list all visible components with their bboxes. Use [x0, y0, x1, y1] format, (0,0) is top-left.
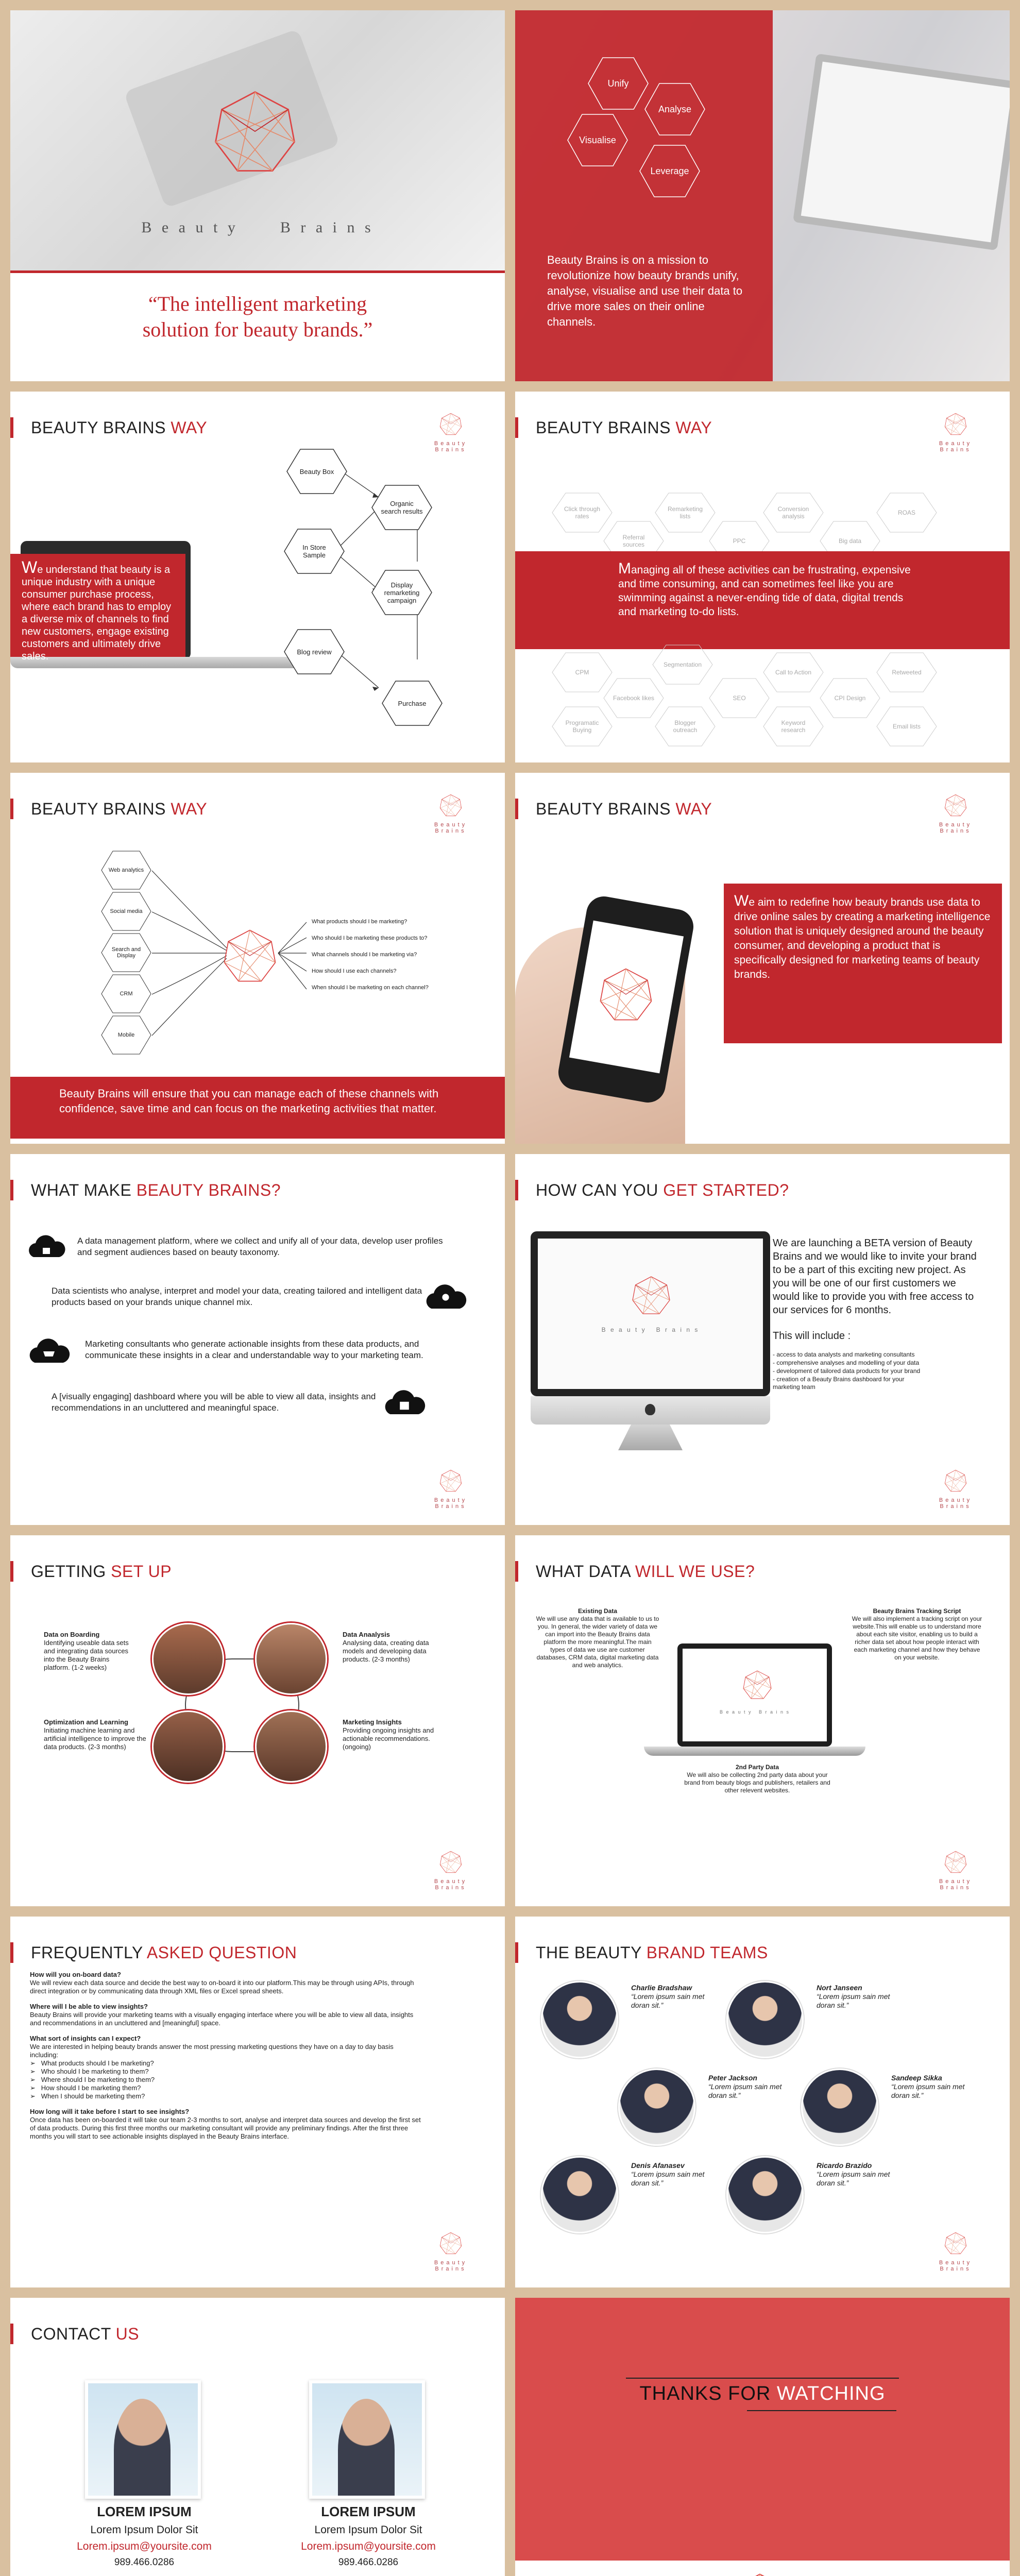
bg-hex: ROAS	[876, 492, 938, 533]
faq-list-item: ➢ How should I be marketing them?	[30, 2084, 141, 2092]
faq-list-item: ➢ Where should I be marketing to them?	[30, 2076, 155, 2083]
bg-hex: Referral sources	[603, 520, 665, 562]
brand-mark: Beauty Brains	[922, 2231, 989, 2272]
bg-hex: CPM	[551, 652, 613, 693]
hex-leverage: Leverage	[639, 144, 701, 198]
what-make-item-4: A [visually engaging] dashboard where you will be able to view all data, insights and recommendations in an uncluttered and meaningful space.	[52, 1392, 376, 1413]
slide-get-started	[515, 1154, 1010, 1525]
second-party-data: 2nd Party Data We will also be collecting 2nd party data about your brand from beauty blogs and publishers, retailers and other relevent websites.	[684, 1764, 830, 1794]
bg-hex: PPC	[708, 520, 770, 562]
laptop-display	[683, 1649, 827, 1741]
bg-hex: Keyword research	[762, 706, 824, 747]
setup-step-2: Data Anaalysis Analysing data, creating data models and developing data products. (2-3 months)	[343, 1631, 429, 1663]
channel-hex: Search and Display	[100, 933, 152, 973]
started-include: This will include :	[773, 1330, 851, 1342]
bg-hex: Conversion analysis	[762, 492, 824, 533]
slide-title: WHAT MAKE BEAUTY BRAINS?	[10, 1180, 281, 1200]
contact-person	[114, 2399, 171, 2499]
avatar	[541, 2156, 618, 2233]
question-1: What products should I be marketing?	[312, 919, 407, 925]
setup-step-1: Data on Boarding Identifying useable data sets and integrating data sources into the Beauty Brains platform. (1-2 weeks)	[44, 1631, 129, 1671]
slide-thanks	[515, 2298, 1010, 2576]
brain-logo-icon	[439, 1850, 463, 1874]
team-photo-circle	[152, 1710, 224, 1783]
cloud-person-icon	[422, 1280, 469, 1314]
brand-mark: Beauty Brains	[922, 1850, 989, 1891]
brand-mark: Beauty Brains	[417, 793, 484, 834]
way4-text-box: We aim to redefine how beauty brands use data to drive online sales by creating a marketing intelligence solution that is uniquely designed around the beauty consumer, and developing a product that is specifically designed for marketing teams of beauty brands.	[724, 884, 1002, 1043]
bg-hex: Segmentation	[652, 644, 713, 685]
question-4: How should I use each channels?	[312, 968, 397, 974]
faq-question: Where will I be able to view insights?	[30, 2003, 148, 2010]
member-3: Peter Jackson “Lorem ipsum sain met doran sit.”	[708, 2074, 782, 2099]
contact-person	[338, 2399, 395, 2499]
brand-mark: Beauty Brains	[417, 2231, 484, 2272]
faq-answer: We are interested in helping beauty brands answer the most pressing marketing questions they have on a day to day basis including:	[30, 2043, 394, 2059]
slide-what-make	[10, 1154, 505, 1525]
bg-hex: Retweeted	[876, 652, 938, 693]
imac-screen	[538, 1239, 763, 1389]
way3-banner: Beauty Brains will ensure that you can manage each of these channels with confidence, save time and can focus on the marketing activities that matter.	[10, 1077, 505, 1139]
imac-frame	[531, 1231, 770, 1396]
way1-text-box: We understand that beauty is a unique industry with a unique consumer purchase process, where each brand has to employ a diverse mix of channels to find new customers, engage existing customers and ultimately drive sales.	[10, 554, 185, 657]
tracking-script: Beauty Brains Tracking Script We will also implement a tracking script on your website.This will enable us to understand more about each site visitor, enabling us to build a richer data set about how people interact with each marketing channel and how they behave on your website.	[852, 1607, 982, 1661]
thanks-title: THANKS FOR WATCHING	[639, 2383, 886, 2404]
channel-hex: Mobile	[100, 1015, 152, 1055]
bg-hex: Remarketing lists	[654, 492, 716, 533]
question-3: What channels should I be marketing via?	[312, 952, 417, 958]
slide-faq	[10, 1917, 505, 2287]
started-text: We are launching a BETA version of Beauty Brains and we would like to invite your brand to be a part of this exciting new project. As you will be one of our first customers we would like to provide you with free access to our services for 6 months.	[773, 1238, 977, 1316]
brain-logo-icon	[944, 412, 967, 436]
slide-title: CONTACT US	[10, 2324, 139, 2344]
member-6: Ricardo Brazido “Lorem ipsum sain met doran sit.”	[817, 2161, 890, 2187]
faq-list-item: ➢ When I should be marketing them?	[30, 2092, 145, 2100]
channel-hex: Social media	[100, 891, 152, 931]
slide-title: THE BEAUTY BRAND TEAMS	[515, 1942, 768, 1963]
laptop-screen	[677, 1643, 832, 1747]
avatar	[541, 1981, 618, 2058]
brain-logo-icon	[944, 1469, 967, 1493]
brand-mark: Beauty Brains	[922, 412, 989, 453]
slide-cover	[10, 10, 505, 381]
slide-title: BEAUTY BRAINS WAY	[10, 417, 207, 438]
way2-text: Managing all of these activities can be frustrating, expensive and time consuming, and can sometimes feel like you are swimming against a never-ending tide of data, digital trends and marketing to-do lists.	[618, 560, 911, 618]
brain-logo-icon	[742, 1669, 773, 1700]
cloud-lock-icon	[26, 1231, 67, 1262]
started-bullet: - creation of a Beauty Brains dashboard for your marketing team	[773, 1376, 905, 1391]
faq-question: What sort of insights can I expect?	[30, 2035, 141, 2042]
slide-teams	[515, 1917, 1010, 2287]
avatar	[618, 2069, 695, 2146]
team-photo-circle	[255, 1710, 327, 1783]
brain-logo-icon	[726, 2571, 793, 2576]
contact-photo	[309, 2380, 425, 2499]
slide-way-2	[515, 392, 1010, 762]
started-bullet: - development of tailored data products for your brand	[773, 1367, 921, 1375]
existing-data: Existing Data We will use any data that is available to us to you. In general, the wider variety of data we can import into the Beauty Brains data platform the more meaningful.The main types of data we use are customer databases, CRM data, digital marketing data and web analytics.	[536, 1607, 659, 1669]
brand-mark: Beauty Brains	[417, 1850, 484, 1891]
faq-answer: We will review each data source and decide the best way to on-board it into our platform.This may be through using APIs, through direct integration or by communicating data through XML files or Excel spread sheets.	[30, 1979, 414, 1995]
bg-hex: Facebook likes	[603, 677, 665, 719]
brand-mark: Beauty Brains	[417, 412, 484, 453]
contact-card-1: LOREM IPSUM Lorem Ipsum Dolor Sit Lorem.ipsum@yoursite.com 989.466.0286	[77, 2504, 212, 2568]
faq-list-item: ➢ Who should I be marketing to them?	[30, 2067, 149, 2075]
started-bullet: - comprehensive analyses and modelling of your data	[773, 1359, 920, 1366]
faq-answer: Beauty Brains will provide your marketing teams with a visually engaging interface where you will be able to view all data, insights and recommendations in an uncluttered and [meaningful] space.	[30, 2011, 414, 2027]
slide-way-3	[10, 773, 505, 1144]
brain-logo-icon	[211, 88, 299, 175]
cloud-dashboard-icon	[381, 1386, 428, 1420]
member-2: Nort Janseen “Lorem ipsum sain met doran sit.”	[817, 1984, 890, 2009]
avatar	[726, 2156, 804, 2233]
slide-title: WHAT DATA WILL WE USE?	[515, 1561, 755, 1582]
hex-unify: Unify	[587, 57, 649, 110]
cover-divider	[10, 270, 505, 273]
faq-question: How will you on-board data?	[30, 1971, 121, 1978]
bg-hex: SEO	[708, 677, 770, 719]
slide-title: BEAUTY BRAINS WAY	[515, 799, 712, 819]
slide-title: BEAUTY BRAINS WAY	[10, 799, 207, 819]
mission-text: Beauty Brains is on a mission to revolutionize how beauty brands unify, analyse, visualise and use their data to drive more sales on their online channels.	[547, 253, 743, 328]
team-photo-circle	[152, 1623, 224, 1695]
avatar	[801, 2069, 878, 2146]
brain-logo-icon	[944, 1850, 967, 1874]
member-4: Sandeep Sikka “Lorem ipsum sain met doran sit.”	[891, 2074, 965, 2099]
flow-hex-2: Organic search results	[371, 484, 433, 531]
brain-logo-icon	[631, 1275, 672, 1316]
flow-hex-1: Beauty Box	[286, 448, 348, 495]
slide-contact	[10, 2298, 505, 2576]
bg-hex: Big data	[819, 520, 881, 562]
setup-step-3: Optimization and Learning Initiating machine learning and artificial intelligence to improve the data products. (2-3 months)	[44, 1718, 146, 1751]
brain-logo-icon	[222, 927, 278, 984]
slide-what-data	[515, 1535, 1010, 1906]
brand-mark: Beauty Brains	[922, 1469, 989, 1510]
cloud-cart-icon	[26, 1334, 72, 1368]
contact-photo	[85, 2380, 201, 2499]
what-make-item-1: A data management platform, where we collect and unify all of your data, develop user profiles and segment audiences based on beauty taxonomy.	[77, 1236, 443, 1257]
brain-logo-icon	[439, 1469, 463, 1493]
laptop-base	[644, 1747, 865, 1756]
channel-hex: Web analytics	[100, 850, 152, 890]
faq-answer: Once data has been on-boarded it will take our team 2-3 months to sort, analyse and interpret data sources and develop the first set of data products. During this first three months our marketing consultant will provide any preliminary findings. After the first three months you will start to see actionable insights displayed in the Beauty Brains interface.	[30, 2116, 421, 2140]
slide-way-4	[515, 773, 1010, 1144]
channel-hex: CRM	[100, 974, 152, 1014]
cover-tagline: “The intelligent marketing solution for beauty brands.”	[142, 292, 373, 341]
flow-hex-4: Display remarketing campaign	[371, 569, 433, 616]
apple-logo-icon	[645, 1404, 655, 1415]
slide-way-1	[10, 392, 505, 762]
slide-title: BEAUTY BRAINS WAY	[515, 417, 712, 438]
faq-list-item: ➢ What products should I be marketing?	[30, 2059, 154, 2067]
member-5: Denis Afanasev “Lorem ipsum sain met doran sit.”	[631, 2161, 705, 2187]
slide-title: GETTING SET UP	[10, 1561, 172, 1582]
team-photo-circle	[255, 1623, 327, 1695]
imac-stand	[618, 1425, 683, 1450]
setup-step-4: Marketing Insights Providing ongoing insights and actionable recommendations. (ongoing)	[343, 1718, 434, 1751]
bg-hex: Blogger outreach	[654, 706, 716, 747]
hex-visualise: Visualise	[567, 113, 628, 167]
slide-setup	[10, 1535, 505, 1906]
laptop-brand-text: B e a u t y B r a i n s	[719, 1709, 790, 1715]
what-make-item-3: Marketing consultants who generate actionable insights from these data products, and communicate these insights in a clear and understandable way to your marketing team.	[85, 1339, 423, 1360]
brand-mark: Beauty Brains	[922, 793, 989, 834]
contact-card-2: LOREM IPSUM Lorem Ipsum Dolor Sit Lorem.ipsum@yoursite.com 989.466.0286	[301, 2504, 436, 2568]
flow-hex-3: In Store Sample	[283, 528, 345, 574]
avatar	[726, 1981, 804, 2058]
bg-hex: Click through rates	[551, 492, 613, 533]
brain-logo-icon	[944, 793, 967, 817]
what-make-item-2: Data scientists who analyse, interpret and model your data, creating tailored and intelligent data products based on your brands unique channel mix.	[52, 1286, 422, 1307]
question-2: Who should I be marketing these products to?	[312, 935, 428, 941]
flow-hex-5: Blog review	[283, 629, 345, 675]
bg-hex: CPI Design	[819, 677, 881, 719]
brain-logo-icon	[944, 2231, 967, 2255]
member-1: Charlie Bradshaw “Lorem ipsum sain met doran sit.”	[631, 1984, 705, 2009]
brain-logo-icon	[598, 966, 654, 1023]
bg-hex: Email lists	[876, 706, 938, 747]
flow-hex-6: Purchase	[381, 680, 443, 726]
thanks-rule-bottom	[747, 2410, 896, 2411]
faq-question: How long will it take before I start to see insights?	[30, 2108, 190, 2115]
thanks-band	[515, 2298, 1010, 2561]
brain-logo-icon	[439, 2231, 463, 2255]
brand-mark: Beauty Brains	[417, 1469, 484, 1510]
slide-title: HOW CAN YOU GET STARTED?	[515, 1180, 789, 1200]
faq-content	[30, 1971, 421, 2141]
laptop-screen-shape	[793, 54, 1010, 250]
bg-hex: Programatic Buying	[551, 706, 613, 747]
hex-analyse: Analyse	[644, 82, 706, 136]
bg-hex: Call to Action	[762, 652, 824, 693]
thanks-rule-top	[626, 2378, 899, 2379]
slide-title: FREQUENTLY ASKED QUESTION	[10, 1942, 297, 1963]
started-bullet: - access to data analysts and marketing consultants	[773, 1351, 915, 1358]
cover-logo-text: B e a u t y B r a i n s	[141, 219, 374, 236]
slide-mission	[515, 10, 1010, 381]
imac-brand-text: B e a u t y B r a i n s	[601, 1326, 700, 1333]
question-5: When should I be marketing on each channel?	[312, 985, 429, 991]
